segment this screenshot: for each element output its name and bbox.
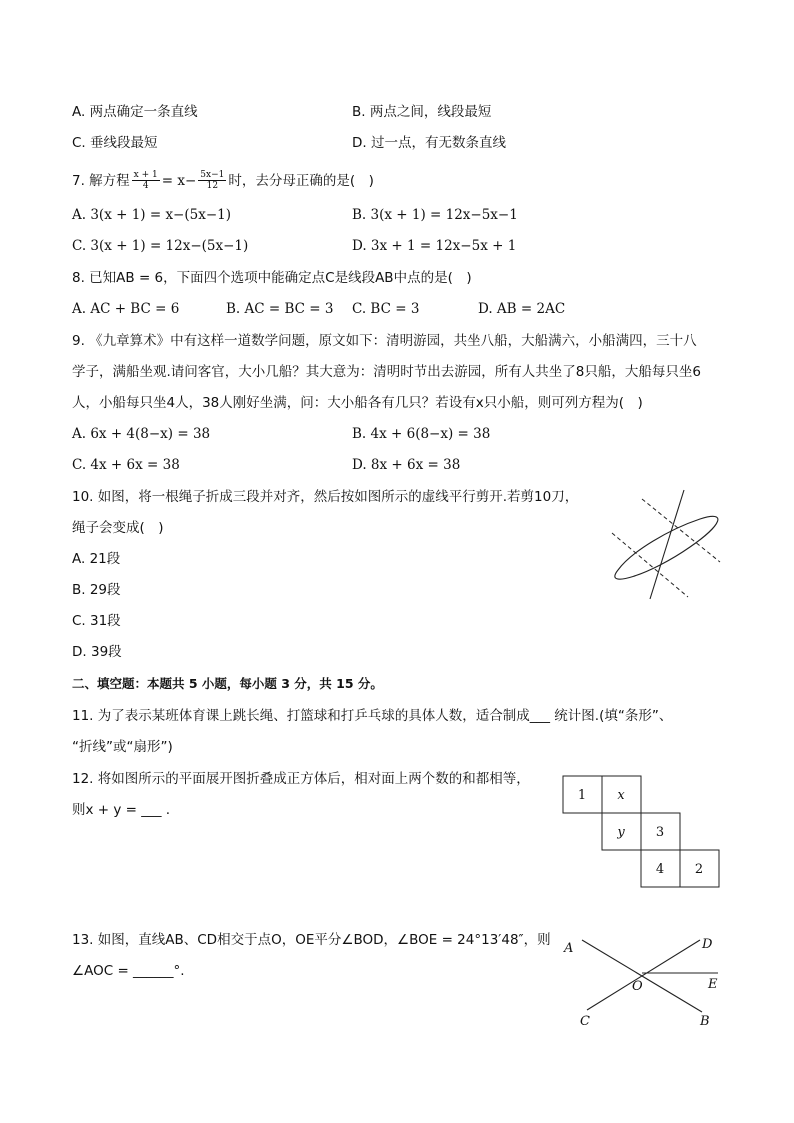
point-e-label: E bbox=[708, 977, 718, 992]
cube-net-label-3: 3 bbox=[655, 825, 665, 840]
cube-net-label-x: x bbox=[617, 788, 625, 803]
section-2-header: 二、填空题：本题共 5 小题，每小题 3 分，共 15 分。 bbox=[72, 676, 383, 691]
q7-fraction-2 bbox=[198, 170, 226, 191]
q10-option-b: B. 29段 bbox=[72, 582, 121, 598]
q7-option-d: D. 3x + 1 = 12x−5x + 1 bbox=[352, 238, 517, 254]
q13-line-2: ∠AOC = ______°. bbox=[72, 963, 185, 979]
rope-line bbox=[650, 490, 684, 599]
q7-option-b: B. 3(x + 1) = 12x−5x−1 bbox=[352, 207, 518, 223]
q6-option-b: B. 两点之间，线段最短 bbox=[352, 104, 492, 120]
q7-fraction-2-denominator: 12 bbox=[206, 181, 219, 191]
q10-line-1: 10. 如图，将一根绳子折成三段并对齐，然后按如图所示的虚线平行剪开.若剪10刀， bbox=[72, 489, 579, 505]
q7-option-a: A. 3(x + 1) = x−(5x−1) bbox=[72, 207, 232, 223]
q7-fraction-1 bbox=[132, 170, 160, 191]
cube-net-label-4: 4 bbox=[655, 862, 665, 877]
cube-net-label-y: y bbox=[617, 825, 625, 840]
q9-option-d: D. 8x + 6x = 38 bbox=[352, 457, 461, 473]
q7-stem bbox=[72, 170, 374, 191]
q7-fraction-2-numerator: 5x−1 bbox=[200, 170, 225, 180]
point-c-label: C bbox=[580, 1014, 590, 1029]
q9-line-3: 人，小船每只坐4人，38人刚好坐满，问：大小船各有几只？若设有x只小船，则可列方程为( ) bbox=[72, 395, 643, 411]
rope-figure bbox=[600, 485, 728, 605]
q9-option-c: C. 4x + 6x = 38 bbox=[72, 457, 180, 473]
q9-option-a: A. 6x + 4(8−x) = 38 bbox=[72, 426, 211, 442]
q7-prefix: 7. 解方程 bbox=[72, 172, 130, 189]
cube-net-figure bbox=[560, 773, 722, 893]
q6-option-a: A. 两点确定一条直线 bbox=[72, 104, 198, 120]
q8-option-b: B. AC = BC = 3 bbox=[226, 301, 334, 317]
point-o-label: O bbox=[632, 979, 643, 994]
q10-line-2: 绳子会变成( ) bbox=[72, 520, 164, 536]
q10-option-d: D. 39段 bbox=[72, 644, 122, 660]
cube-net-label-2: 2 bbox=[694, 862, 704, 877]
q8-option-c: C. BC = 3 bbox=[352, 301, 420, 317]
q11-line-2: “折线”或“扇形”) bbox=[72, 739, 173, 755]
point-b-label: B bbox=[700, 1014, 710, 1029]
q9-option-b: B. 4x + 6(8−x) = 38 bbox=[352, 426, 491, 442]
q9-line-1: 9. 《九章算术》中有这样一道数学问题，原文如下：清明游园，共坐八船，大船满六，小船满四，三十八 bbox=[72, 333, 697, 349]
q8-option-d: D. AB = 2AC bbox=[478, 301, 566, 317]
q7-fraction-1-denominator: 4 bbox=[142, 181, 149, 191]
q7-suffix: 时，去分母正确的是( ) bbox=[228, 172, 374, 189]
q7-option-c: C. 3(x + 1) = 12x−(5x−1) bbox=[72, 238, 249, 254]
q7-mid: = x− bbox=[161, 172, 197, 189]
cube-net-label-1: 1 bbox=[577, 788, 587, 803]
q8-stem: 8. 已知AB = 6，下面四个选项中能确定点C是线段AB中点的是( ) bbox=[72, 270, 472, 286]
q11-line-1: 11. 为了表示某班体育课上跳长绳、打篮球和打乒乓球的具体人数，适合制成___ 统计图.(填“条形”、 bbox=[72, 708, 673, 724]
point-d-label: D bbox=[702, 937, 713, 952]
q10-option-a: A. 21段 bbox=[72, 551, 121, 567]
angle-figure bbox=[560, 930, 730, 1030]
q13-line-1: 13. 如图，直线AB、CD相交于点O，OE平分∠BOD，∠BOE = 24°13′48″，则 bbox=[72, 932, 551, 948]
q9-line-2: 学子，满船坐观.请问客官，大小几船？其大意为：清明时节出去游园，所有人共坐了8只船，大船每只坐6 bbox=[72, 364, 701, 380]
q6-option-d: D. 过一点，有无数条直线 bbox=[352, 135, 506, 151]
q6-option-c: C. 垂线段最短 bbox=[72, 135, 158, 151]
line-cd bbox=[587, 940, 700, 1010]
point-a-label: A bbox=[564, 941, 574, 956]
q10-option-c: C. 31段 bbox=[72, 613, 121, 629]
q7-fraction-1-numerator: x + 1 bbox=[133, 170, 158, 180]
q12-line-1: 12. 将如图所示的平面展开图折叠成正方体后，相对面上两个数的和都相等， bbox=[72, 771, 530, 787]
q8-option-a: A. AC + BC = 6 bbox=[72, 301, 180, 317]
q12-line-2: 则x + y = ___ . bbox=[72, 802, 171, 818]
